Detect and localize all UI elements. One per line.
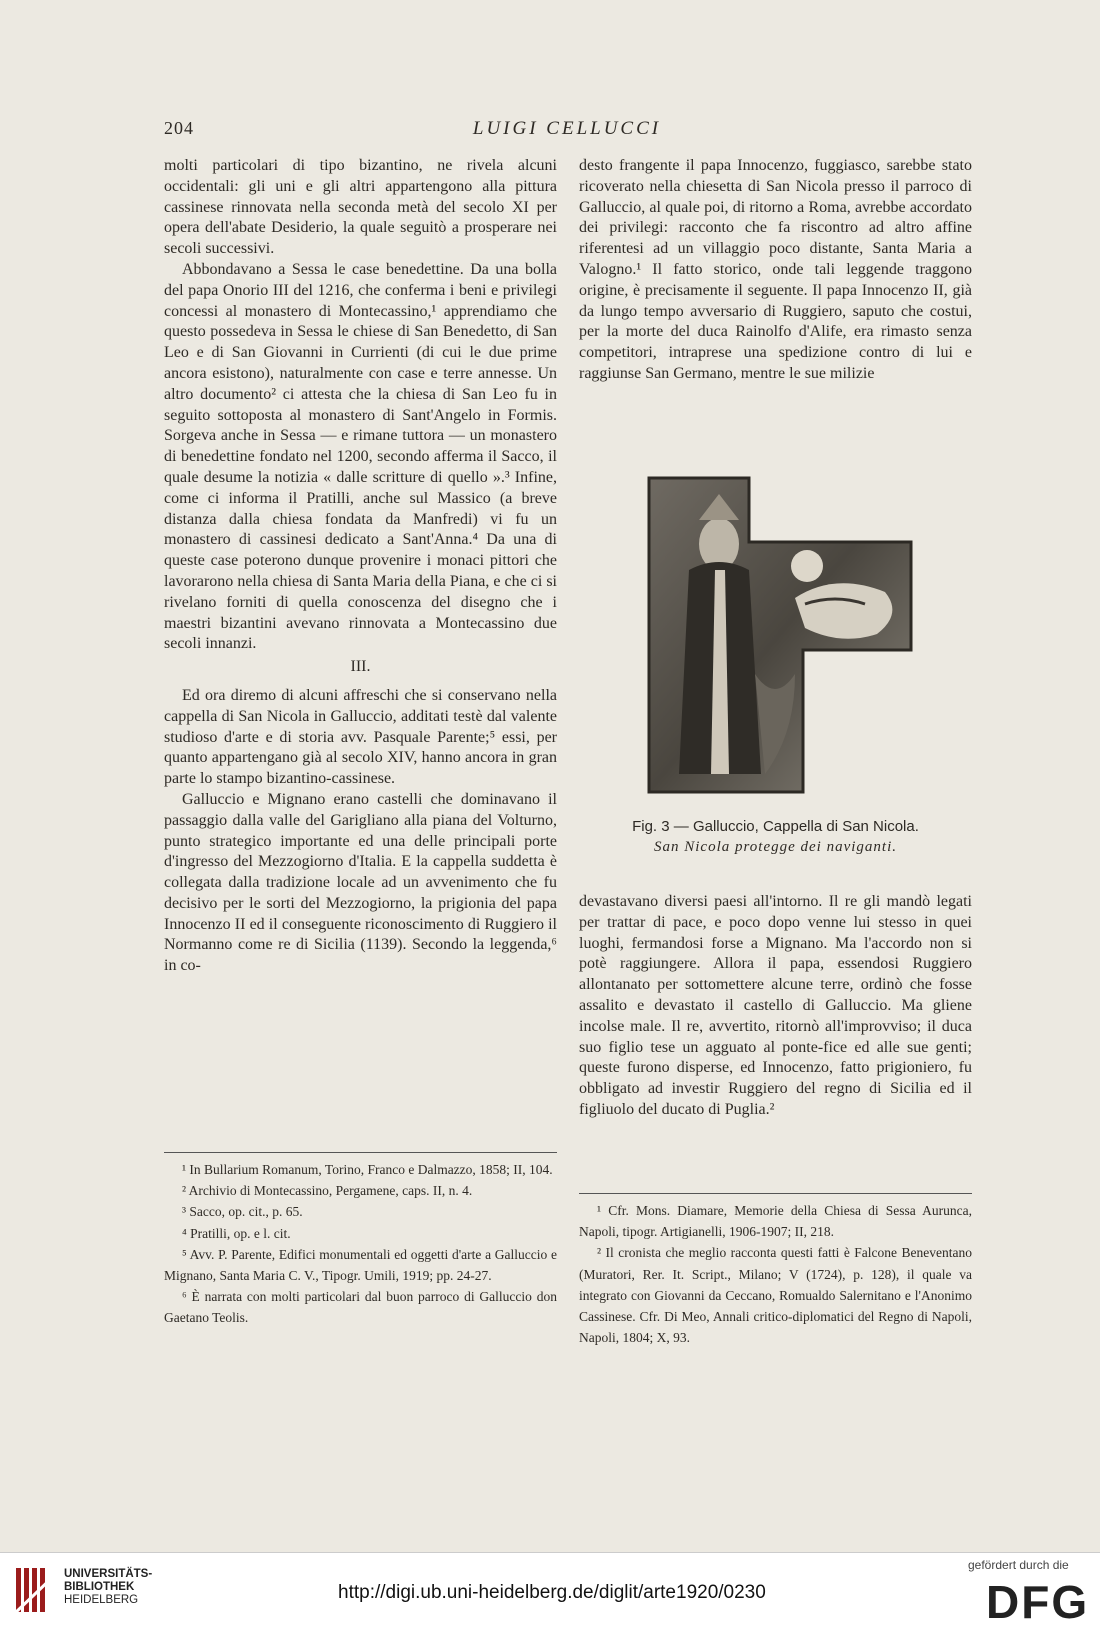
- paragraph: devastavano diversi paesi all'intorno. Il re gli mandò legati per trattar di pace, e poco dopo venne lui stesso in quei luoghi, fermandosi forse a Mignano. Ma l'accordo non si potè raggiungere. Allora il papa, essendosi Ruggiero allontanato per sottomettere alcune terre, ordinò che fosse assalito e devastato il castello di Galluccio. Ma gliene incolse male. Il re, avvertito, ritornò all'improvviso; il duca suo figlio tese un agguato al ponte-fice ed alle sue genti; queste furono disperse, ed Innocenzo, fatto prigioniero, fu obbligato ad investir Ruggiero del regno di Sicilia ed il figliuolo del ducato di Puglia.²: [579, 893, 972, 1118]
- dfg-logo-icon: [984, 1576, 1090, 1622]
- fresco-illustration: [645, 474, 915, 796]
- permalink-url[interactable]: http://digi.ub.uni-heidelberg.de/diglit/arte1920/0230: [338, 1582, 766, 1603]
- page-header: [164, 118, 970, 142]
- paragraph: Ed ora diremo di alcuni affreschi che si conservano nella cappella di San Nicola in Galluccio, additati testè dal valente studioso d'arte e di storia avv. Pasquale Parente;⁵ essi, per quanto appartengano già al secolo XIV, hanno ancora in gran parte lo stampo bizantino-cassinese.: [164, 686, 557, 788]
- paragraph: Abbondavano a Sessa le case benedettine. Da una bolla del papa Onorio III del 1216, che conferma i beni e privilegi concessi al monastero di Montecassino,¹ apprendiamo che questo possedeva in Sessa le chiese di San Benedetto, di San Leo e di San Giovanni in Currienti (di cui le due prime ancora esistono), naturalmente con case e terre annesse. Un altro documento² ci attesta che la chiesa di San Leo fu in seguito sottoposta al monastero di Sant'Angelo in Formis. Sorgeva anche in Sessa — e rimane tuttora — un monastero di benedettine fondato nel 1200, secondo afferma il Sacco, il quale desume la notizia « dalle scritture di quello ».³ Infine, come ci informa il Pratilli, anche sul Massico (a breve distanza dalla chiesa fondata da Manfredi) vi fu un monastero di cassinesi dedicato a Sant'Anna.⁴ Da una di queste case poterono dunque provenire i monaci pittori che lavorarono nella chiesa di Santa Maria della Piana, e che ci si rivelano forniti di quella conoscenza del disegno che i maestri bizantini avevano rinnovata a Montecassino due secoli innanzi.: [164, 260, 557, 653]
- footnote: ¹ Cfr. Mons. Diamare, Memorie della Chiesa di Sessa Aurunca, Napoli, tipogr. Artigianelli, 1906-1907; II, 218.: [579, 1203, 972, 1240]
- footnote: ⁵ Avv. P. Parente, Edifici monumentali ed oggetti d'arte a Galluccio e Mignano, Santa Maria C. V., Tipogr. Umili, 1919; pp. 24-27.: [164, 1246, 557, 1284]
- caption-subtitle: San Nicola protegge dei naviganti.: [654, 839, 897, 855]
- funding-label: gefördert durch die: [968, 1558, 1069, 1572]
- svg-text:DFG: DFG: [986, 1576, 1090, 1622]
- footnote: ⁴ Pratilli, op. e l. cit.: [182, 1225, 291, 1241]
- library-name: UNIVERSITÄTS- BIBLIOTHEK HEIDELBERG: [64, 1568, 153, 1606]
- caption-title: Fig. 3 — Galluccio, Cappella di San Nicola.: [632, 818, 919, 835]
- footnote: ² Il cronista che meglio racconta questi fatti è Falcone Beneventano (Muratori, Rer. It. Script., Milano; V (1724), p. 128), il quale va integrato con Giovanni da Ceccano, Romualdo Salernitano e l'Anonimo Cassinese. Cfr. Di Meo, Annali critico-diplomatici del Regno di Napoli, Napoli, 1804; X, 93.: [579, 1245, 972, 1346]
- left-text-column: [164, 156, 557, 977]
- right-text-column-top: [579, 156, 972, 385]
- footnote-divider: [579, 1193, 972, 1194]
- page-number: 204: [164, 118, 194, 138]
- right-text-column-bottom: [579, 892, 972, 1121]
- footnotes-right: [579, 1200, 972, 1348]
- paragraph: Galluccio e Mignano erano castelli che dominavano il passaggio dalla valle del Garigliano alla piana del Volturno, punto strategico importante ed una delle principali porte d'ingresso del Mezzogiorno d'Italia. E la cappella suddetta è collegata dalla tradizione locale ad un avvenimento che fu decisivo per le sorti del Mezzogiorno, la prigionia del papa Innocenzo II ed il conseguente riconoscimento di Ruggiero il Normanno come re di Sicilia (1139). Secondo la leggenda,⁶ in co-: [164, 790, 557, 975]
- paragraph: desto frangente il papa Innocenzo, fuggiasco, sarebbe stato ricoverato nella chiesetta di San Nicola presso il parroco di Galluccio, al quale poi, di ritorno a Roma, avrebbe accordato dei privilegi: racconto che fa riscontro ad altro affine riferentesi ad un villaggio poco distante, Santa Maria a Valogno.¹ Il fatto storico, onde tali leggende traggono origine, è precisamente il seguente. Il papa Innocenzo II, già da lungo tempo avversario di Ruggiero, saputo che costui, per la morte del duca Rainolfo d'Alife, era rimasto senza competitori, intraprese una spedizione contro di lui e raggiunse San Germano, mentre le sue milizie: [579, 157, 972, 382]
- footnotes-left: [164, 1159, 557, 1329]
- university-library-logo-icon: [12, 1562, 60, 1620]
- footnote-divider: [164, 1152, 557, 1153]
- section-heading: III.: [350, 658, 371, 676]
- footnote: ⁶ È narrata con molti particolari dal buon parroco di Galluccio don Gaetano Teolis.: [164, 1289, 557, 1326]
- footnote: ² Archivio di Montecassino, Pergamene, caps. II, n. 4.: [182, 1183, 473, 1199]
- footnote: ³ Sacco, op. cit., p. 65.: [182, 1204, 303, 1220]
- figure-caption: [579, 817, 972, 857]
- paragraph: molti particolari di tipo bizantino, ne rivela alcuni occidentali: gli uni e gli altri appartengono alla pittura cassinese rinnovata nella seconda metà del secolo XI per opera dell'abate Desiderio, la quale seguitò a prosperare nei secoli successivi.: [164, 157, 557, 258]
- running-head: LUIGI CELLUCCI: [472, 118, 662, 139]
- footnote: ¹ In Bullarium Romanum, Torino, Franco e Dalmazzo, 1858; II, 104.: [182, 1162, 553, 1177]
